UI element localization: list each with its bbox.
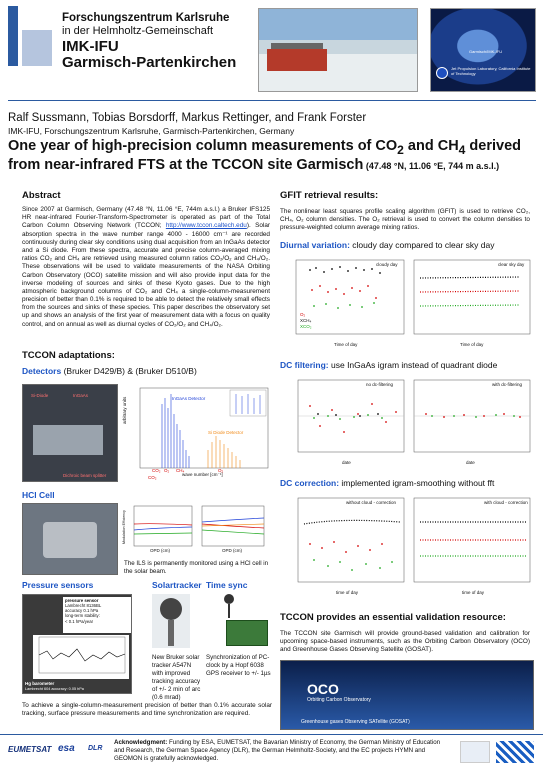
modulation-plot-1 xyxy=(124,504,194,556)
pressure-box-line1: Lambrecht 8136BL xyxy=(65,603,102,609)
validation-heading: TCCON provides an essential validation resource: xyxy=(280,612,506,623)
pressure-plot xyxy=(33,635,129,679)
pressure-box-line3: long-term stability: xyxy=(65,613,100,619)
institute-logo-bar xyxy=(8,6,18,66)
timesync-heading: Time sync xyxy=(206,580,248,590)
requirements-summary: To achieve a single-column-measurement precision of better than 0.1% accurate solar tracking, surface pressure measurements and time synchronization are required. xyxy=(22,702,272,718)
observatory-building xyxy=(267,49,327,71)
filtering-label: DC filtering: xyxy=(280,360,329,370)
without-correction-label: without cloud - correction xyxy=(346,500,397,505)
correction-heading xyxy=(280,478,494,488)
abstract-text1: Since 2007 at Garmisch, Germany (47.48 °N, 11.06 °E, 744m a.s.l.) a Bruker IFS125 HR near-infrared Fourier-Transform-Spectrometer is operated as part of the Total Carbon Column Observing Network (TCCON; xyxy=(22,206,270,230)
clear-sky-label: clear sky day xyxy=(498,262,525,267)
ingaas-detector-label: InGaAs Detector xyxy=(172,396,206,401)
gfit-heading: GFIT retrieval results: xyxy=(280,190,379,201)
hg-barometer-label: Hg barometer xyxy=(25,681,55,686)
intensity-axis-label: arbitrary units xyxy=(122,396,127,424)
nasa-logo-icon xyxy=(436,67,448,79)
tccon-globe-image xyxy=(430,8,536,92)
paper-title xyxy=(8,138,538,174)
gosat-label: Greenhouse gases Observing SATellite (GOSAT) xyxy=(301,719,410,725)
detector-spectrum-plot xyxy=(122,384,272,482)
tracker-mount xyxy=(168,620,174,646)
diurnal-xlabel-2: Time of day xyxy=(460,342,484,347)
species-2: O₂ xyxy=(164,468,170,473)
si-detector-label: Si Diode Detector xyxy=(208,430,244,435)
gps-antenna xyxy=(224,594,234,604)
diurnal-clear-plot xyxy=(410,256,534,350)
filtering-rest: use InGaAs igram instead of quadrant diode xyxy=(328,360,498,370)
filtering-heading xyxy=(280,360,497,370)
pressure-heading: Pressure sensors xyxy=(22,580,94,590)
diurnal-rest: cloudy day compared to clear sky day xyxy=(349,240,495,250)
diurnal-legend-1 xyxy=(300,312,312,330)
no-dc-filter-label: no dc-filtering xyxy=(366,382,394,387)
title-coords: (47.48 °N, 11.06 °E, 744 m a.s.l.) xyxy=(363,160,500,171)
solartracker-photo xyxy=(152,594,190,648)
dc-correction-before-plot xyxy=(280,494,408,598)
gps-mast xyxy=(228,604,230,618)
hcl-cell-photo xyxy=(22,503,118,575)
tracker-head xyxy=(160,598,182,620)
oco-sub: Orbiting Carbon Observatory xyxy=(307,697,371,703)
detectors-heading xyxy=(22,366,197,376)
timesync-photo xyxy=(206,594,270,648)
tccon-link[interactable]: http://www.tccon.caltech.edu xyxy=(165,222,247,230)
detector-assembly xyxy=(33,425,103,455)
jpl-label: Jet Propulsion Laboratory, California Institute of Technology xyxy=(451,66,531,76)
bavaria-logo xyxy=(496,741,534,763)
title-line2: from near-infrared FTS at the TCCON site Garmisch xyxy=(8,156,364,173)
pressure-info-box xyxy=(63,597,131,633)
with-correction-label: with cloud - correction xyxy=(484,500,528,505)
gfit-text: The nonlinear least squares profile scaling algorithm (GFIT) is used to retrieve CO₂, CH₄, O₂ column densities. The O₂ retrieval is used to convert the column densities to pressure-weighted column average mixing ratios. xyxy=(280,208,530,232)
authors: Ralf Sussmann, Tobias Borsdorff, Markus Rettinger, and Frank Forster xyxy=(8,112,367,124)
dc-filter-after-plot xyxy=(410,376,534,468)
bmbf-logo xyxy=(460,741,490,763)
hcl-heading: HCl Cell xyxy=(22,490,55,500)
correction-xlabel-2: time of day xyxy=(462,590,485,595)
header xyxy=(0,0,543,100)
title-part1: One year of high-precision column measurements of CO xyxy=(8,138,398,154)
institute-line4: Garmisch-Partenkirchen xyxy=(62,54,237,72)
satellite-image xyxy=(280,660,534,730)
species-1: CO₂ xyxy=(152,468,161,473)
gps-board xyxy=(226,620,268,646)
species-3: CH₄ xyxy=(176,468,185,473)
hg-barometer-sub: Lambrecht 604 accuracy: 0.05 hPa xyxy=(25,687,84,691)
opd-label-1: OPD (cm) xyxy=(150,548,170,553)
filter-xlabel-1: date xyxy=(342,460,351,465)
modulation-label-1: Modulation Efficiency xyxy=(122,510,126,544)
diurnal-xlabel-1: Time of day xyxy=(334,342,358,347)
pressure-box-title: pressure sensor xyxy=(65,598,99,603)
pressure-box-line2: accuracy 0.1 hPa xyxy=(65,608,99,614)
observatory-photo xyxy=(258,8,418,92)
diurnal-heading xyxy=(280,240,494,250)
species-4: CO₂ xyxy=(148,475,157,480)
dc-correction-after-plot xyxy=(410,494,534,598)
oco-label: OCO xyxy=(307,681,339,697)
institute-name xyxy=(62,12,262,72)
modulation-plot-2 xyxy=(198,504,268,556)
solartracker-heading: Solartracker xyxy=(152,580,202,590)
abstract-text2: ). Solar absorption spectra in the wave number range 4000 - 16000 cm⁻¹ are recorded continuously during clear sky conditions using dual acquisition from an InGaAs detector and a Si diode. From these spectra, accurate and precise column-averaged mixing ratios CO₂ and CH₄ are retrieved using measured column ratios CO₂/O₂ and CH₄/O₂. These observations will be used to validate measurements of the NASA Orbiting Carbon Observatory (OCO) satellite mission and will also provide input data for the inverse modeling of sources and sinks of these Kyoto gases. Due to the high atmospheric background columns of CO₂ and CH₄ a single-column-measurement precision of better than 0.1% is required to be able to detect the relatively small effects from the sources and sinks of these species. This paper describes the observatory set up and shows an analysis of the first year of measurement data with a focus on quality control, and on annual as well as diurnal cycles of CO₂/O₂ and CH₄/O₂. xyxy=(22,222,270,328)
opd-label-2: OPD (cm) xyxy=(222,548,242,553)
eumetsat-logo: EUMETSAT xyxy=(8,745,52,754)
validation-text: The TCCON site Garmisch will provide ground-based validation and calibration for upcoming space-based instruments, such as the Orbiting Carbon Observatory (OCO) and Greenhouse Gases Observing Satellite (GOSAT). xyxy=(280,630,530,654)
title-derived: derived xyxy=(465,138,521,154)
correction-xlabel-1: time of day xyxy=(336,590,359,595)
esa-logo: esa xyxy=(58,743,75,754)
detector-photo xyxy=(22,384,118,482)
institute-line1: Forschungszentrum Karlsruhe xyxy=(62,12,230,24)
dichroic-label: Dichroic beam splitter xyxy=(63,473,107,478)
timesync-text: Synchronization of PC-clock by a Hopf 6038 GPS receiver to +/- 1µs xyxy=(206,654,271,677)
header-divider xyxy=(8,100,536,101)
abstract-heading: Abstract xyxy=(22,190,61,201)
hcl-cell-body xyxy=(43,522,97,558)
legend-o2: O₂ xyxy=(300,312,306,317)
hcl-text: The ILS is permanently monitored using a HCl cell in the solar beam. xyxy=(124,560,269,575)
institute-line3: IMK-IFU xyxy=(62,37,119,55)
ingaas-label: InGaAs xyxy=(73,393,89,398)
title-sub2: 2 xyxy=(397,142,404,157)
legend-xco2: XCO₂ xyxy=(300,323,312,329)
dc-filter-before-plot xyxy=(280,376,408,468)
title-and: and CH xyxy=(403,138,459,154)
acknowledgment-text xyxy=(114,739,444,763)
tccon-heading: TCCON adaptations: xyxy=(22,350,115,361)
filter-xlabel-2: date xyxy=(466,460,475,465)
institute-line2: in der Helmholtz-Gemeinschaft xyxy=(62,24,214,37)
diurnal-label: Diurnal variation: xyxy=(280,240,350,250)
detectors-rest: (Bruker D429/B) & (Bruker D510/B) xyxy=(61,366,197,376)
title-sub4: 4 xyxy=(458,142,466,157)
pressure-sensor-photo xyxy=(22,594,132,694)
with-dc-filter-label: with dc-filtering xyxy=(492,382,523,387)
spectrum-si-lines xyxy=(208,436,240,468)
wavenumber-axis-label: wave number [cm⁻¹] xyxy=(182,472,223,477)
ack-body: Funding by ESA, EUMETSAT, the Bavarian Ministry of Economy, the German Ministry of Education and Research, the German Space Agency (DLR), the German Helmholtz-Society, and the EC projects HYMN and GEOMON is gratefully acknowledged. xyxy=(114,739,441,763)
legend-xch4: XCH₄ xyxy=(300,317,312,323)
institute-logo-block xyxy=(22,30,52,66)
si-diode-label: Si-Diode xyxy=(31,393,49,398)
dlr-logo: DLR xyxy=(88,745,103,752)
acknowledgment-bar xyxy=(0,734,543,768)
abstract-text xyxy=(22,206,270,329)
pressure-box-line4: < 0.1 hPa/year xyxy=(65,618,94,624)
ack-heading: Acknowledgment: xyxy=(114,739,168,746)
diurnal-cloudy-plot xyxy=(280,256,408,350)
correction-rest: implemented igram-smoothing without fft xyxy=(339,478,495,488)
cloudy-day-label: cloudy day xyxy=(376,262,398,267)
solartracker-text: New Bruker solar tracker A547N with improved tracking accuracy of +/- 2 min of arc (0.6 mrad) xyxy=(152,654,201,701)
species-5: O₂ xyxy=(218,468,224,473)
globe-caption: Garmisch/IMK-IFU xyxy=(469,49,503,54)
affiliation: IMK-IFU, Forschungszentrum Karlsruhe, Garmisch-Partenkirchen, Germany xyxy=(8,126,295,136)
spectrum-ingaas-lines xyxy=(162,394,189,468)
correction-label: DC correction: xyxy=(280,478,340,488)
detectors-label: Detectors xyxy=(22,366,62,376)
